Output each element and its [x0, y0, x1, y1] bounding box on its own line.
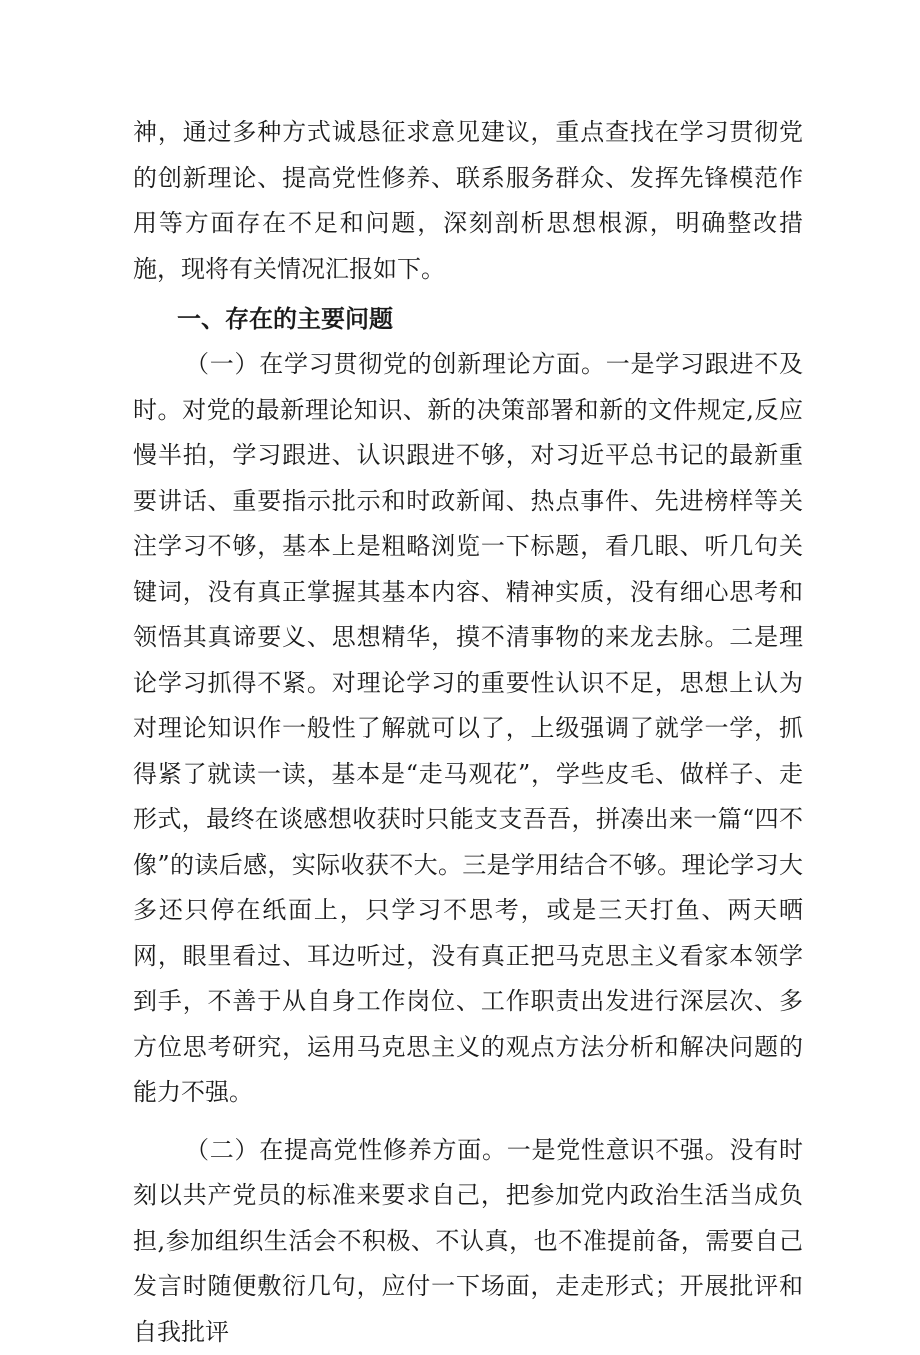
document-body: [133, 110, 803, 1355]
intro-paragraph: 神，通过多种方式诚恳征求意见建议，重点查找在学习贯彻党的创新理论、提高党性修养、联系服务群众、发挥先锋模范作用等方面存在不足和问题，深刻剖析思想根源，明确整改措施，现将有关情况汇报如下。: [133, 110, 803, 292]
section-1-paragraph: （一）在学习贯彻党的创新理论方面。一是学习跟进不及时。对党的最新理论知识、新的决策部署和新的文件规定,反应慢半拍，学习跟进、认识跟进不够，对习近平总书记的最新重要讲话、重要指示批示和时政新闻、热点事件、先进榜样等关注学习不够，基本上是粗略浏览一下标题，看几眼、听几句关键词，没有真正掌握其基本内容、精神实质，没有细心思考和领悟其真谛要义、思想精华，摸不清事物的来龙去脉。二是理论学习抓得不紧。对理论学习的重要性认识不足，思想上认为对理论知识作一般性了解就可以了，上级强调了就学一学，抓得紧了就读一读，基本是“走马观花”，学些皮毛、做样子、走形式，最终在谈感想收获时只能支支吾吾，拼凑出来一篇“四不像”的读后感，实际收获不大。三是学用结合不够。理论学习大多还只停在纸面上，只学习不思考，或是三天打鱼、两天晒网，眼里看过、耳边听过，没有真正把马克思主义看家本领学到手，不善于从自身工作岗位、工作职责出发进行深层次、多方位思考研究，运用马克思主义的观点方法分析和解决问题的能力不强。: [133, 342, 803, 1116]
section-heading: 一、存在的主要问题: [133, 296, 803, 342]
section-2-paragraph: （二）在提高党性修养方面。一是党性意识不强。没有时刻以共产党员的标准来要求自己，把参加党内政治生活当成负担,参加组织生活会不积极、不认真，也不准提前备，需要自己发言时随便敷衍几句，应付一下场面，走走形式；开展批评和自我批评: [133, 1128, 803, 1355]
